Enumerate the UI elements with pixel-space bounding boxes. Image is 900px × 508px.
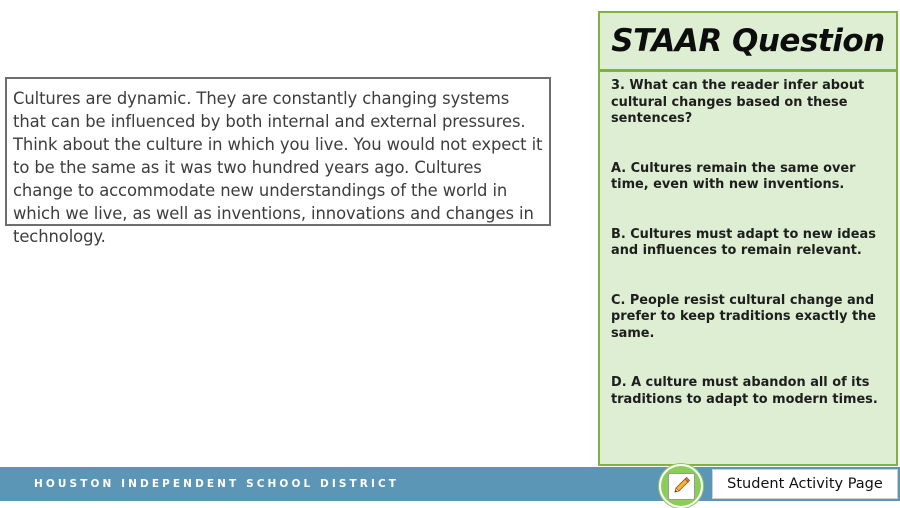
district-name: HOUSTON INDEPENDENT SCHOOL DISTRICT — [34, 478, 400, 490]
passage-text: Cultures are dynamic. They are constantly changing systems that can be influenced by both internal and external pressures. Think about the culture in which you live. You would not expect it to be the same as it was two hundred years ago. Cultures change to accommodate new understandings of the world in which we live, as well as inventions, innovations and changes in technology. — [13, 89, 543, 246]
activity-badge — [659, 464, 703, 508]
answer-option-d[interactable]: D. A culture must abandon all of its traditions to adapt to modern times. — [611, 375, 878, 407]
question-stem: 3. What can the reader infer about cultural changes based on these sentences? — [611, 78, 865, 126]
question-block — [611, 78, 886, 408]
answer-option-c[interactable]: C. People resist cultural change and prefer to keep traditions exactly the same. — [611, 292, 877, 341]
staar-header — [600, 13, 896, 72]
staar-question-panel — [598, 11, 898, 466]
pencil-icon — [668, 473, 695, 500]
answer-option-b[interactable]: B. Cultures must adapt to new ideas and influences to remain relevant. — [611, 226, 876, 258]
staar-title: STAAR Question — [611, 23, 885, 59]
student-activity-page-label: Student Activity Page — [727, 476, 883, 492]
answer-option-a[interactable]: A. Cultures remain the same over time, even with new inventions. — [611, 160, 856, 192]
passage-box — [5, 77, 551, 246]
pencil-icon-graphic — [671, 476, 691, 496]
student-activity-page-label-box — [712, 469, 898, 499]
